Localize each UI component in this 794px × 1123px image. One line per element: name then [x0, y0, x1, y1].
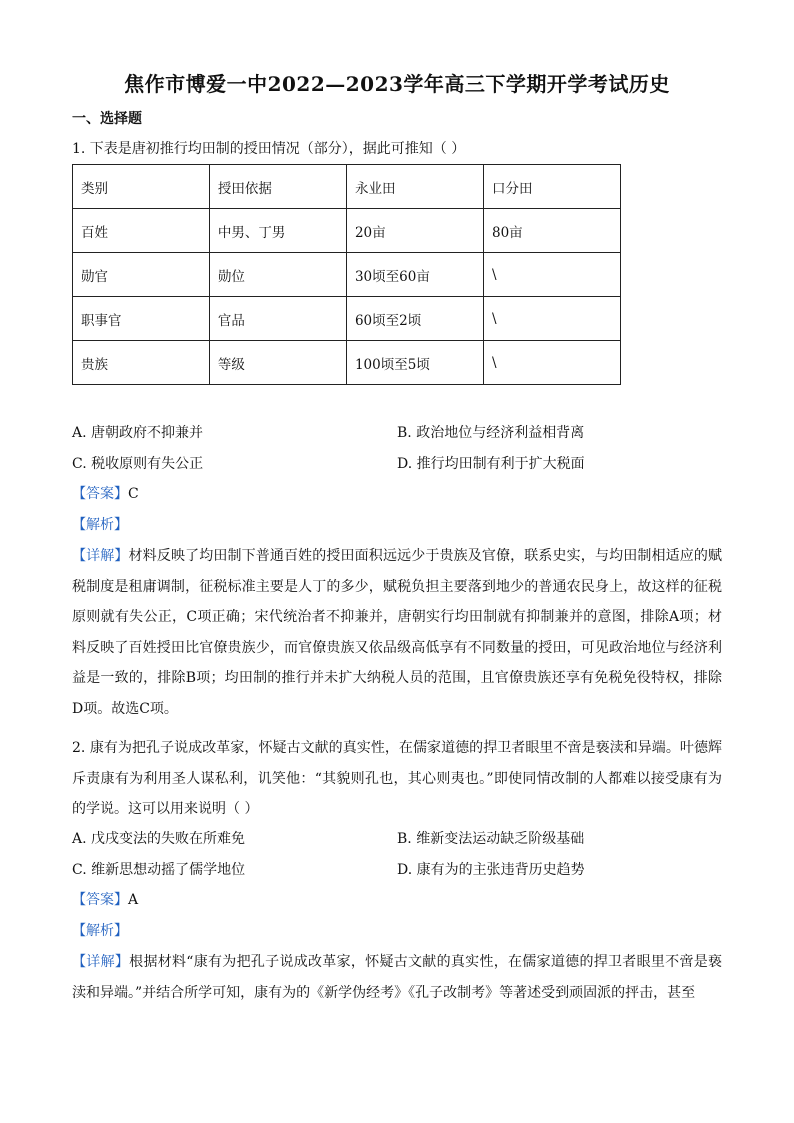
table-header-cell: 口分田 [484, 165, 621, 209]
page-title: 焦作市博爱一中2022—2023学年高三下学期开学考试历史 [124, 72, 670, 96]
table-cell: 30顷至60亩 [346, 253, 483, 297]
q1-option-d: D. 推行均田制有利于扩大税面 [397, 456, 585, 472]
table-cell: 等级 [209, 341, 346, 385]
q1-analysis-tag: 【解析】 [72, 517, 128, 533]
section-heading: 一、选择题 [72, 111, 142, 127]
q1-detail [72, 541, 722, 724]
table-row [73, 209, 621, 253]
table-cell: 60顷至2顷 [346, 297, 483, 341]
table-cell: 20亩 [346, 209, 483, 253]
answer-value: A [128, 892, 139, 908]
detail-tag: 【详解】 [72, 548, 129, 564]
q1-option-b: B. 政治地位与经济利益相背离 [397, 425, 585, 441]
table-cell: 勋官 [73, 253, 210, 297]
table-cell: 中男、丁男 [209, 209, 346, 253]
q1-answer [72, 479, 139, 509]
detail-text: 根据材料“康有为把孔子说成改革家，怀疑古文献的真实性，在儒家道德的捍卫者眼里不啻是亵渎和异端。”并结合所学可知，康有为的《新学伪经考》《孔子改制考》等著述受到顽固派的抨击，甚至 [72, 954, 723, 1001]
answer-value: C [128, 486, 139, 502]
q2-option-a: A. 戊戌变法的失败在所难免 [72, 831, 246, 847]
table-cell: 官品 [209, 297, 346, 341]
question-2-stem: 2. 康有为把孔子说成改革家，怀疑古文献的真实性，在儒家道德的捍卫者眼里不啻是亵渎和异端。叶德辉斥责康有为利用圣人谋私利，讥笑他：“其貌则孔也，其心则夷也。”即使同情改制的人都难以接受康有为的学说。这可以用来说明（ ） [72, 740, 722, 817]
land-grant-table [72, 164, 621, 385]
table-row [73, 297, 621, 341]
answer-tag: 【答案】 [72, 486, 128, 502]
table-cell: 职事官 [73, 297, 210, 341]
table-cell: 贵族 [73, 341, 210, 385]
table-cell: \ [484, 297, 621, 341]
table-cell: 80亩 [484, 209, 621, 253]
q1-option-a: A. 唐朝政府不抑兼并 [72, 425, 204, 441]
q1-option-c: C. 税收原则有失公正 [72, 456, 204, 472]
table-cell: \ [484, 341, 621, 385]
q2-answer [72, 885, 138, 915]
table-cell: 100顷至5顷 [346, 341, 483, 385]
table-header-cell: 类别 [73, 165, 210, 209]
table-row [73, 253, 621, 297]
table-header-cell: 授田依据 [209, 165, 346, 209]
table-cell: \ [484, 253, 621, 297]
table-cell: 百姓 [73, 209, 210, 253]
q2-analysis-tag: 【解析】 [72, 923, 128, 939]
q2-option-b: B. 维新变法运动缺乏阶级基础 [397, 831, 585, 847]
table-row [73, 341, 621, 385]
q2-option-c: C. 维新思想动摇了儒学地位 [72, 862, 246, 878]
q2-detail [72, 947, 722, 1008]
detail-text: 材料反映了均田制下普通百姓的授田面积远远少于贵族及官僚，联系史实，与均田制相适应的赋税制度是租庸调制，征税标准主要是人丁的多少，赋税负担主要落到地少的普通农民身上，故这样的征税原则就有失公正，C项正确；宋代统治者不抑兼并，唐朝实行均田制就有抑制兼并的意图，排除A项；材料反映了百姓授田比官僚贵族少，而官僚贵族又依品级高低享有不同数量的授田，可见政治地位与经济利益是一致的，排除B项；均田制的推行并未扩大纳税人员的范围，且官僚贵族还享有免税免役特权，排除D项。故选C项。 [72, 548, 723, 717]
table-header-cell: 永业田 [346, 165, 483, 209]
question-1-stem: 1. 下表是唐初推行均田制的授田情况（部分），据此可推知（ ） [72, 141, 466, 157]
q2-option-d: D. 康有为的主张违背历史趋势 [397, 862, 585, 878]
table-header-row [73, 165, 621, 209]
table-cell: 勋位 [209, 253, 346, 297]
answer-tag: 【答案】 [72, 892, 128, 908]
detail-tag: 【详解】 [72, 954, 130, 970]
